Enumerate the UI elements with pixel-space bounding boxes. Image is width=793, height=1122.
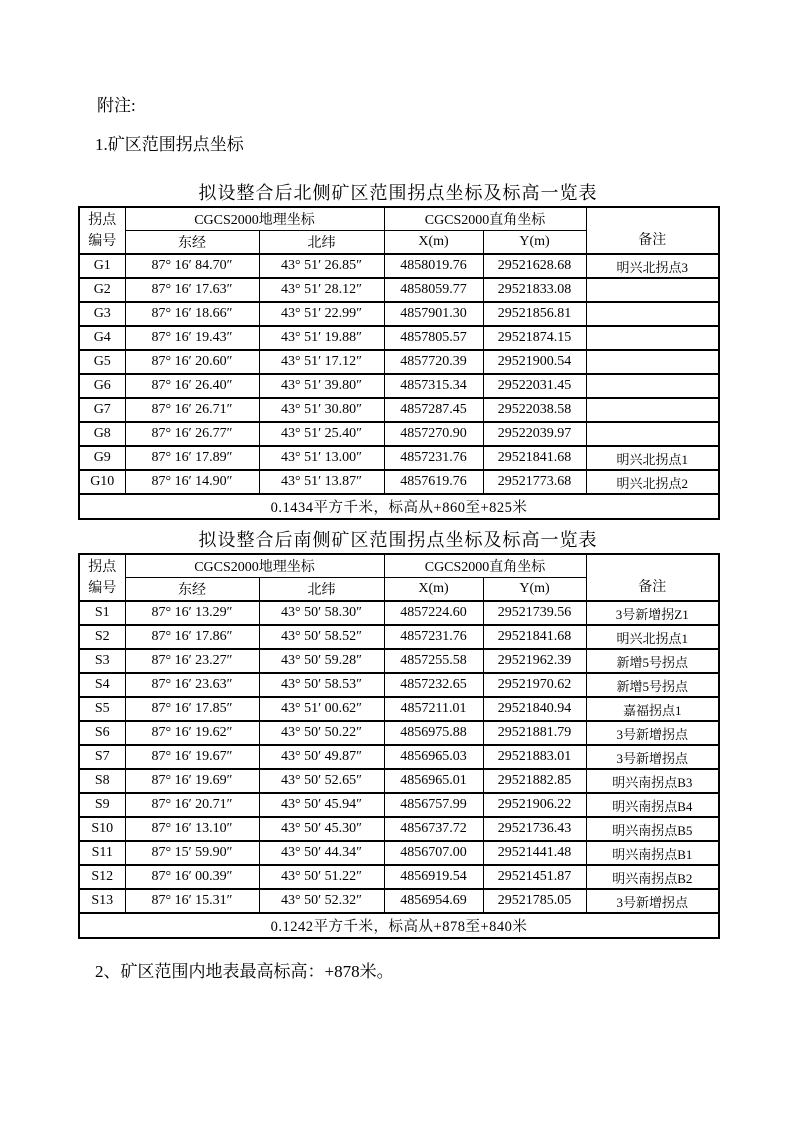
y-cell: 29521970.62 [483, 673, 586, 697]
y-cell: 29521441.48 [483, 841, 586, 865]
south-table-body [79, 601, 719, 913]
point-id-line2: 编号 [88, 233, 117, 249]
col-header-geo-group: CGCS2000地理坐标 [125, 554, 384, 578]
longitude-cell: 87° 16′ 23.27″ [125, 649, 259, 673]
col-header-point-id [79, 554, 125, 601]
point-id-cell: S4 [79, 673, 125, 697]
longitude-cell: 87° 16′ 14.90″ [125, 470, 259, 494]
table-row [79, 446, 719, 470]
x-cell: 4857232.65 [384, 673, 483, 697]
y-cell: 29521451.87 [483, 865, 586, 889]
table-row [79, 793, 719, 817]
remark-cell [586, 326, 719, 350]
longitude-cell: 87° 16′ 17.63″ [125, 278, 259, 302]
longitude-cell: 87° 16′ 19.43″ [125, 326, 259, 350]
longitude-cell: 87° 16′ 15.31″ [125, 889, 259, 913]
point-id-cell: S3 [79, 649, 125, 673]
y-cell: 29521628.68 [483, 254, 586, 278]
point-id-line1: 拐点 [88, 212, 117, 228]
south-table-title: 拟设整合后南侧矿区范围拐点坐标及标高一览表 [198, 530, 598, 550]
south-table-footer [79, 913, 719, 938]
table-row [79, 889, 719, 913]
point-id-cell: S13 [79, 889, 125, 913]
longitude-cell: 87° 16′ 17.86″ [125, 625, 259, 649]
col-header-y: Y(m) [483, 231, 586, 255]
y-cell: 29521736.43 [483, 817, 586, 841]
table-row [79, 302, 719, 326]
latitude-cell: 43° 50′ 59.28″ [259, 649, 384, 673]
y-cell: 29521841.68 [483, 446, 586, 470]
col-header-y: Y(m) [483, 578, 586, 602]
y-cell: 29521900.54 [483, 350, 586, 374]
point-id-cell: G8 [79, 422, 125, 446]
remark-cell [586, 302, 719, 326]
area-elevation-summary: 0.1434平方千米，标高从+860至+825米 [79, 494, 719, 519]
col-header-remark: 备注 [586, 554, 719, 601]
y-cell: 29521906.22 [483, 793, 586, 817]
table-row [79, 625, 719, 649]
x-cell: 4857720.39 [384, 350, 483, 374]
remark-cell [586, 374, 719, 398]
col-header-x: X(m) [384, 231, 483, 255]
latitude-cell: 43° 50′ 49.87″ [259, 745, 384, 769]
x-cell: 4857224.60 [384, 601, 483, 625]
north-table-header [79, 207, 719, 254]
longitude-cell: 87° 16′ 84.70″ [125, 254, 259, 278]
note-label: 附注: [97, 96, 136, 115]
section-1-heading: 1.矿区范围拐点坐标 [95, 135, 244, 154]
south-table-header [79, 554, 719, 601]
remark-cell [586, 422, 719, 446]
table-row [79, 697, 719, 721]
y-cell: 29522031.45 [483, 374, 586, 398]
point-id-cell: G5 [79, 350, 125, 374]
area-elevation-summary: 0.1242平方千米，标高从+878至+840米 [79, 913, 719, 938]
point-id-cell: G9 [79, 446, 125, 470]
y-cell: 29521785.05 [483, 889, 586, 913]
latitude-cell: 43° 51′ 30.80″ [259, 398, 384, 422]
longitude-cell: 87° 16′ 19.69″ [125, 769, 259, 793]
section-2-text: 2、矿区范围内地表最高标高：+878米。 [95, 962, 394, 981]
x-cell: 4857270.90 [384, 422, 483, 446]
longitude-cell: 87° 16′ 23.63″ [125, 673, 259, 697]
point-id-cell: S12 [79, 865, 125, 889]
table-row [79, 769, 719, 793]
longitude-cell: 87° 16′ 20.60″ [125, 350, 259, 374]
latitude-cell: 43° 50′ 58.52″ [259, 625, 384, 649]
y-cell: 29521840.94 [483, 697, 586, 721]
y-cell: 29521962.39 [483, 649, 586, 673]
point-id-cell: G6 [79, 374, 125, 398]
latitude-cell: 43° 50′ 58.30″ [259, 601, 384, 625]
longitude-cell: 87° 16′ 18.66″ [125, 302, 259, 326]
longitude-cell: 87° 16′ 13.10″ [125, 817, 259, 841]
remark-cell: 新增5号拐点 [586, 649, 719, 673]
point-id-cell: S6 [79, 721, 125, 745]
col-header-remark: 备注 [586, 207, 719, 254]
table-row [79, 350, 719, 374]
remark-cell: 3号新增拐点 [586, 889, 719, 913]
latitude-cell: 43° 51′ 28.12″ [259, 278, 384, 302]
latitude-cell: 43° 50′ 50.22″ [259, 721, 384, 745]
x-cell: 4856737.72 [384, 817, 483, 841]
point-id-cell: S10 [79, 817, 125, 841]
x-cell: 4857619.76 [384, 470, 483, 494]
x-cell: 4857255.58 [384, 649, 483, 673]
point-id-cell: S9 [79, 793, 125, 817]
latitude-cell: 43° 51′ 26.85″ [259, 254, 384, 278]
table-row [79, 254, 719, 278]
longitude-cell: 87° 16′ 19.62″ [125, 721, 259, 745]
table-row [79, 817, 719, 841]
latitude-cell: 43° 50′ 52.65″ [259, 769, 384, 793]
x-cell: 4856965.01 [384, 769, 483, 793]
remark-cell: 3号新增拐Z1 [586, 601, 719, 625]
table-row [79, 865, 719, 889]
table-row [79, 326, 719, 350]
longitude-cell: 87° 16′ 00.39″ [125, 865, 259, 889]
y-cell: 29521773.68 [483, 470, 586, 494]
col-header-geo-group: CGCS2000地理坐标 [125, 207, 384, 231]
y-cell: 29521881.79 [483, 721, 586, 745]
north-table-body [79, 254, 719, 494]
x-cell: 4857287.45 [384, 398, 483, 422]
latitude-cell: 43° 50′ 44.34″ [259, 841, 384, 865]
remark-cell [586, 350, 719, 374]
table-row [79, 649, 719, 673]
longitude-cell: 87° 16′ 26.77″ [125, 422, 259, 446]
point-id-cell: G2 [79, 278, 125, 302]
col-header-latitude: 北纬 [259, 578, 384, 602]
col-header-rect-group: CGCS2000直角坐标 [384, 207, 586, 231]
y-cell: 29522038.58 [483, 398, 586, 422]
longitude-cell: 87° 16′ 13.29″ [125, 601, 259, 625]
table-row [79, 721, 719, 745]
point-id-cell: S7 [79, 745, 125, 769]
table-row [79, 278, 719, 302]
x-cell: 4857315.34 [384, 374, 483, 398]
longitude-cell: 87° 16′ 17.89″ [125, 446, 259, 470]
x-cell: 4857231.76 [384, 446, 483, 470]
latitude-cell: 43° 51′ 22.99″ [259, 302, 384, 326]
latitude-cell: 43° 50′ 52.32″ [259, 889, 384, 913]
y-cell: 29521739.56 [483, 601, 586, 625]
col-header-longitude: 东经 [125, 578, 259, 602]
latitude-cell: 43° 51′ 13.00″ [259, 446, 384, 470]
x-cell: 4857805.57 [384, 326, 483, 350]
remark-cell [586, 398, 719, 422]
table-footer-row [79, 494, 719, 519]
x-cell: 4857901.30 [384, 302, 483, 326]
remark-cell: 明兴北拐点3 [586, 254, 719, 278]
longitude-cell: 87° 16′ 20.71″ [125, 793, 259, 817]
point-id-cell: G3 [79, 302, 125, 326]
x-cell: 4856919.54 [384, 865, 483, 889]
point-id-cell: S5 [79, 697, 125, 721]
latitude-cell: 43° 51′ 39.80″ [259, 374, 384, 398]
x-cell: 4858019.76 [384, 254, 483, 278]
col-header-x: X(m) [384, 578, 483, 602]
x-cell: 4858059.77 [384, 278, 483, 302]
table-row [79, 601, 719, 625]
north-coordinate-table [78, 206, 720, 520]
point-id-cell: G4 [79, 326, 125, 350]
remark-cell: 嘉福拐点1 [586, 697, 719, 721]
north-table-footer [79, 494, 719, 519]
y-cell: 29521841.68 [483, 625, 586, 649]
remark-cell: 明兴北拐点1 [586, 625, 719, 649]
remark-cell [586, 278, 719, 302]
remark-cell: 明兴南拐点B1 [586, 841, 719, 865]
latitude-cell: 43° 51′ 00.62″ [259, 697, 384, 721]
longitude-cell: 87° 16′ 19.67″ [125, 745, 259, 769]
latitude-cell: 43° 50′ 45.30″ [259, 817, 384, 841]
point-id-line2: 编号 [88, 580, 117, 596]
remark-cell: 明兴南拐点B4 [586, 793, 719, 817]
table-row [79, 745, 719, 769]
point-id-cell: S11 [79, 841, 125, 865]
y-cell: 29522039.97 [483, 422, 586, 446]
col-header-latitude: 北纬 [259, 231, 384, 255]
x-cell: 4856965.03 [384, 745, 483, 769]
x-cell: 4857231.76 [384, 625, 483, 649]
table-row [79, 398, 719, 422]
south-coordinate-table [78, 553, 720, 939]
y-cell: 29521882.85 [483, 769, 586, 793]
latitude-cell: 43° 51′ 19.88″ [259, 326, 384, 350]
x-cell: 4856707.00 [384, 841, 483, 865]
point-id-cell: G10 [79, 470, 125, 494]
remark-cell: 明兴南拐点B5 [586, 817, 719, 841]
point-id-cell: S1 [79, 601, 125, 625]
longitude-cell: 87° 16′ 26.71″ [125, 398, 259, 422]
remark-cell: 3号新增拐点 [586, 721, 719, 745]
latitude-cell: 43° 50′ 58.53″ [259, 673, 384, 697]
x-cell: 4856975.88 [384, 721, 483, 745]
header-row-groups [79, 554, 719, 578]
remark-cell: 明兴北拐点2 [586, 470, 719, 494]
table-row [79, 470, 719, 494]
table-footer-row [79, 913, 719, 938]
table-row [79, 841, 719, 865]
longitude-cell: 87° 16′ 17.85″ [125, 697, 259, 721]
header-row-groups [79, 207, 719, 231]
longitude-cell: 87° 15′ 59.90″ [125, 841, 259, 865]
y-cell: 29521883.01 [483, 745, 586, 769]
north-table-title: 拟设整合后北侧矿区范围拐点坐标及标高一览表 [198, 183, 598, 203]
col-header-point-id [79, 207, 125, 254]
y-cell: 29521874.15 [483, 326, 586, 350]
col-header-longitude: 东经 [125, 231, 259, 255]
remark-cell: 明兴南拐点B2 [586, 865, 719, 889]
table-row [79, 673, 719, 697]
latitude-cell: 43° 50′ 45.94″ [259, 793, 384, 817]
longitude-cell: 87° 16′ 26.40″ [125, 374, 259, 398]
y-cell: 29521833.08 [483, 278, 586, 302]
point-id-cell: G7 [79, 398, 125, 422]
point-id-cell: G1 [79, 254, 125, 278]
latitude-cell: 43° 50′ 51.22″ [259, 865, 384, 889]
point-id-line1: 拐点 [88, 559, 117, 575]
x-cell: 4857211.01 [384, 697, 483, 721]
table-row [79, 422, 719, 446]
remark-cell: 明兴北拐点1 [586, 446, 719, 470]
point-id-cell: S8 [79, 769, 125, 793]
remark-cell: 3号新增拐点 [586, 745, 719, 769]
col-header-rect-group: CGCS2000直角坐标 [384, 554, 586, 578]
x-cell: 4856954.69 [384, 889, 483, 913]
y-cell: 29521856.81 [483, 302, 586, 326]
table-row [79, 374, 719, 398]
latitude-cell: 43° 51′ 13.87″ [259, 470, 384, 494]
remark-cell: 明兴南拐点B3 [586, 769, 719, 793]
latitude-cell: 43° 51′ 17.12″ [259, 350, 384, 374]
x-cell: 4856757.99 [384, 793, 483, 817]
latitude-cell: 43° 51′ 25.40″ [259, 422, 384, 446]
remark-cell: 新增5号拐点 [586, 673, 719, 697]
point-id-cell: S2 [79, 625, 125, 649]
